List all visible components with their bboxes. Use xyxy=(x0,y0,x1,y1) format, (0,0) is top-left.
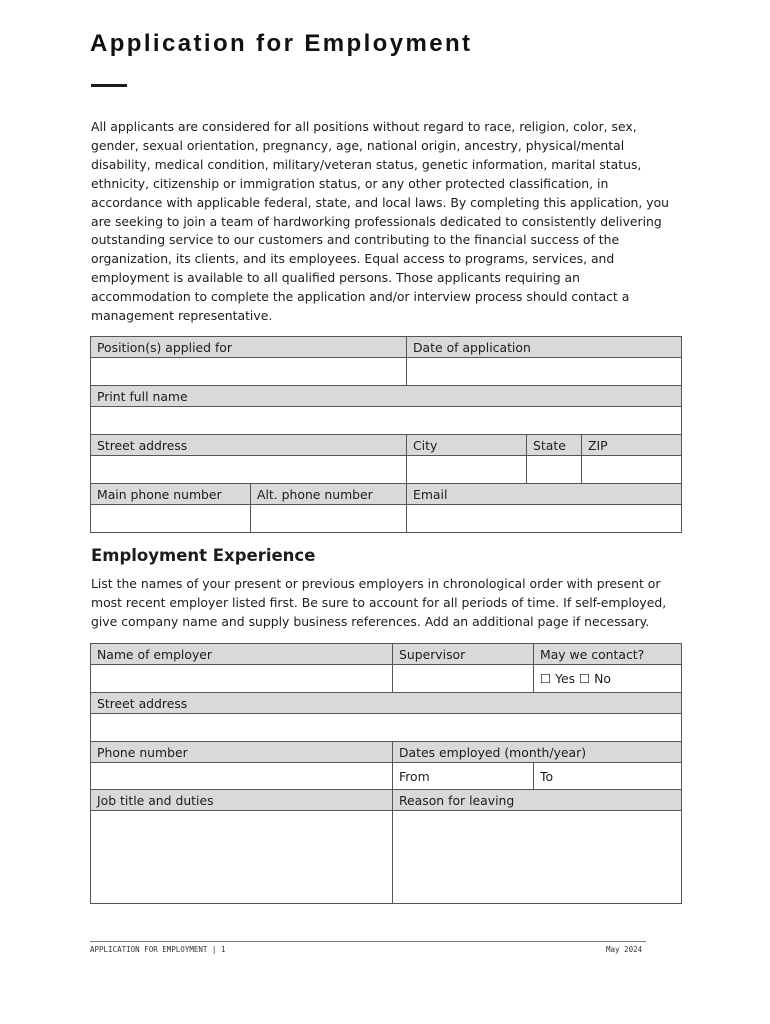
main-phone-label: Main phone number xyxy=(91,484,251,505)
employment-table xyxy=(90,643,682,904)
state-label: State xyxy=(527,435,582,456)
dates-from-field[interactable] xyxy=(393,763,534,790)
employment-instructions: List the names of your present or previous employers in chronological order with present or most recent employer listed first. Be sure to account for all periods of time. If self-employed, give company name and supply business references. Add an additional page if necessary. xyxy=(91,576,667,629)
no-label: No xyxy=(594,671,611,686)
email-field[interactable] xyxy=(407,505,682,533)
yes-label: Yes xyxy=(555,671,576,686)
alt-phone-label: Alt. phone number xyxy=(251,484,407,505)
city-label: City xyxy=(407,435,527,456)
date-of-application-field[interactable] xyxy=(407,358,682,386)
supervisor-label: Supervisor xyxy=(393,644,534,665)
from-label: From xyxy=(399,768,430,784)
supervisor-field[interactable] xyxy=(393,665,534,693)
employer-street-label: Street address xyxy=(91,693,682,714)
to-label: To xyxy=(540,768,554,784)
date-of-application-label: Date of application xyxy=(407,337,682,358)
footer-divider xyxy=(90,941,646,942)
footer-page-label: APPLICATION FOR EMPLOYMENT | 1 xyxy=(90,945,226,954)
state-field[interactable] xyxy=(527,456,582,484)
alt-phone-field[interactable] xyxy=(251,505,407,533)
full-name-label: Print full name xyxy=(91,386,682,407)
no-checkbox[interactable]: ☐ xyxy=(579,671,591,686)
contact-options xyxy=(534,665,682,693)
street-address-field[interactable] xyxy=(91,456,407,484)
city-field[interactable] xyxy=(407,456,527,484)
street-address-label: Street address xyxy=(91,435,407,456)
personal-info-table xyxy=(90,336,682,533)
main-phone-field[interactable] xyxy=(91,505,251,533)
job-title-duties-label: Job title and duties xyxy=(91,790,393,811)
reason-for-leaving-label: Reason for leaving xyxy=(393,790,682,811)
intro-paragraph: All applicants are considered for all positions without regard to race, religion, color, sex, gender, sexual orientation, pregnancy, age, national origin, ancestry, physical/mental disability, medical condition, military/veteran status, genetic information, marital status, ethnicity, citizenship or immigration status, or any other protected classification, in accordance with applicable federal, state, and local laws. By completing this application, you are seeking to join a team of hardworking professionals dedicated to consistently delivering outstanding service to our customers and contributing to the financial success of the organization, its clients, and its employees. Equal access to programs, services, and employment is available to all qualified persons. Those applicants requiring an accommodation to complete the application and/or interview process should contact a management representative. xyxy=(91,119,670,324)
job-title-duties-field[interactable] xyxy=(91,811,393,904)
title-underline xyxy=(91,84,127,87)
dates-employed-label: Dates employed (month/year) xyxy=(393,742,682,763)
employer-name-label: Name of employer xyxy=(91,644,393,665)
employer-name-field[interactable] xyxy=(91,665,393,693)
dates-to-field[interactable] xyxy=(534,763,682,790)
full-name-field[interactable] xyxy=(91,407,682,435)
employment-experience-heading: Employment Experience xyxy=(91,546,316,565)
yes-checkbox[interactable]: ☐ xyxy=(540,671,552,686)
page-title: Application for Employment xyxy=(90,30,473,57)
zip-label: ZIP xyxy=(582,435,682,456)
employer-street-field[interactable] xyxy=(91,714,682,742)
position-label: Position(s) applied for xyxy=(91,337,407,358)
reason-for-leaving-field[interactable] xyxy=(393,811,682,904)
footer-date: May 2024 xyxy=(606,945,643,954)
zip-field[interactable] xyxy=(582,456,682,484)
employer-phone-field[interactable] xyxy=(91,763,393,790)
position-field[interactable] xyxy=(91,358,407,386)
may-we-contact-label: May we contact? xyxy=(534,644,682,665)
email-label: Email xyxy=(407,484,682,505)
employer-phone-label: Phone number xyxy=(91,742,393,763)
